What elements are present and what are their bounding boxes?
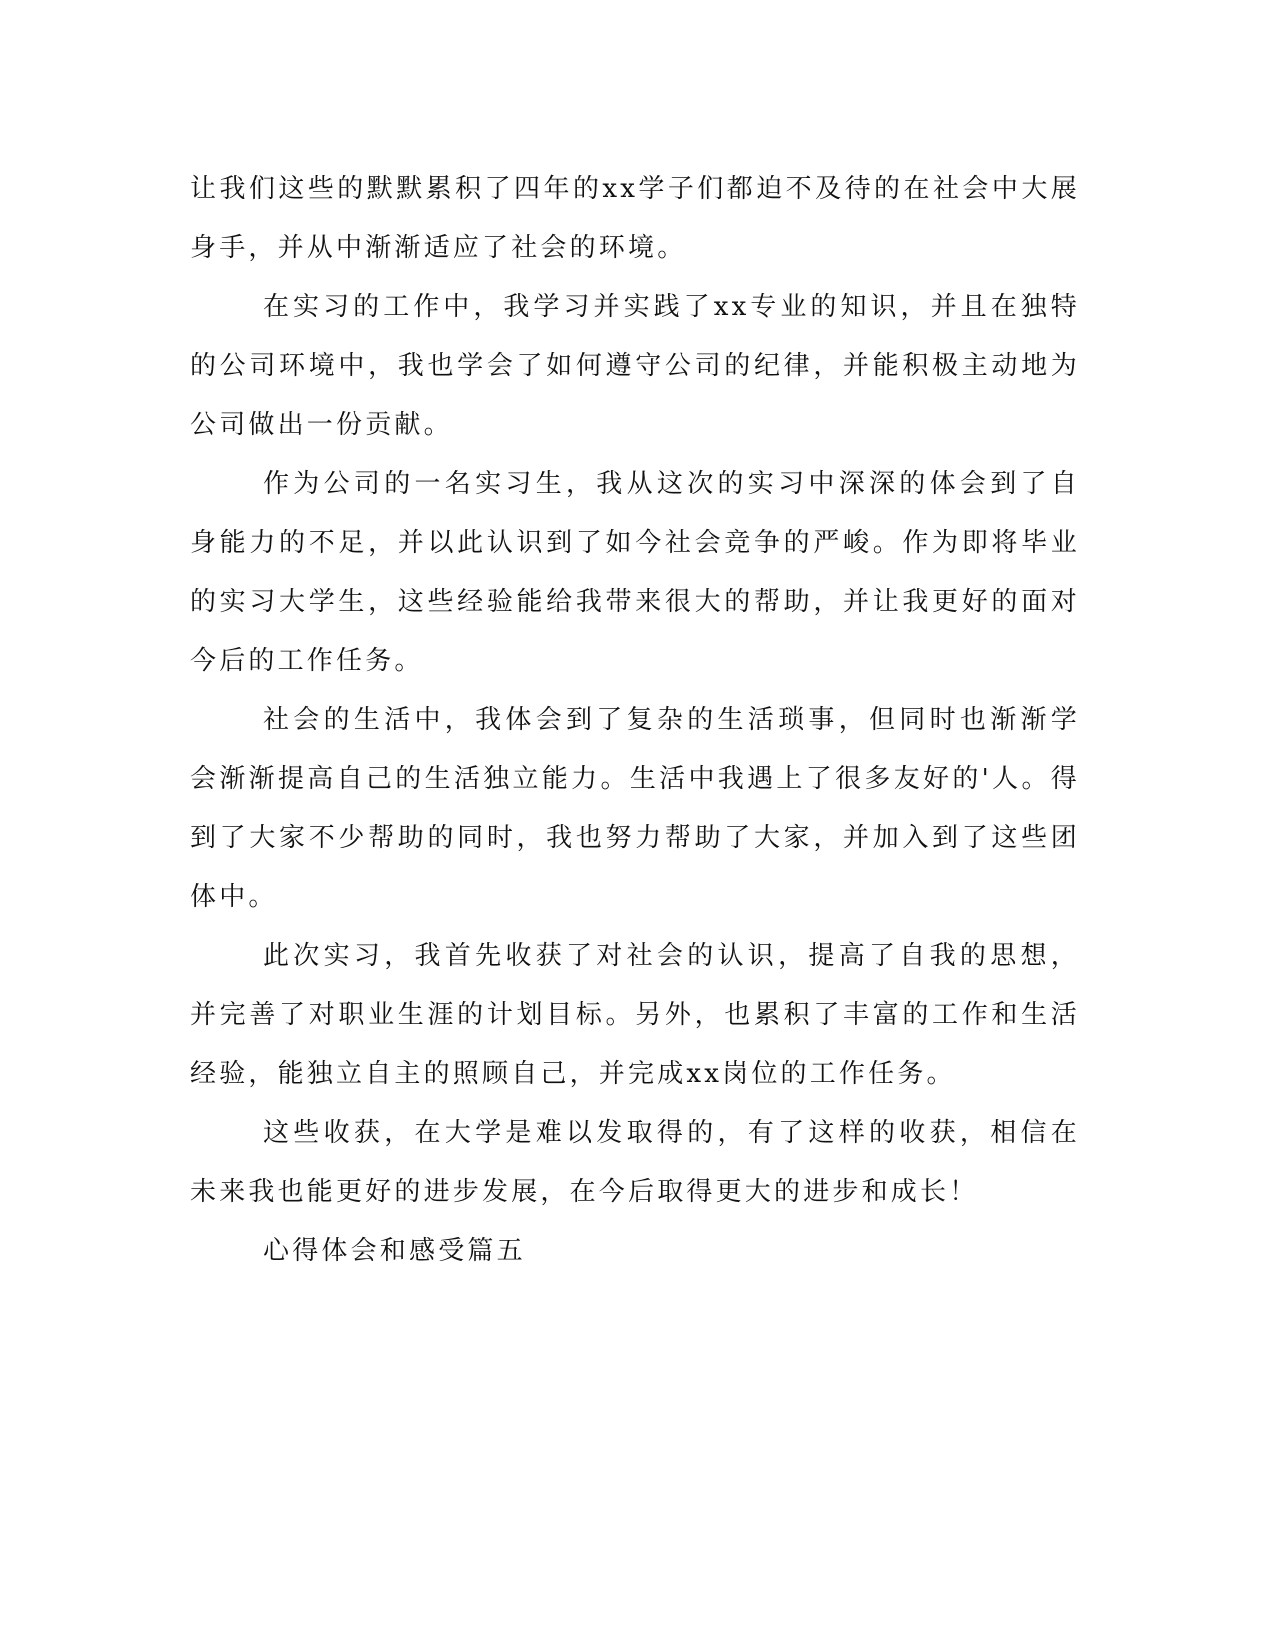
paragraph-3: 作为公司的一名实习生，我从这次的实习中深深的体会到了自身能力的不足，并以此认识到了如今社会竞争的严峻。作为即将毕业的实习大学生，这些经验能给我带来很大的帮助，并让我更好的面对今后的工作任务。 [190,469,1080,676]
section-heading: 心得体会和感受篇五 [263,1236,526,1266]
paragraph-4: 社会的生活中，我体会到了复杂的生活琐事，但同时也渐渐学会渐渐提高自己的生活独立能力。生活中我遇上了很多友好的'人。得到了大家不少帮助的同时，我也努力帮助了大家，并加入到了这些团体中。 [190,705,1080,912]
paragraph-1: 让我们这些的默默累积了四年的xx学子们都迫不及待的在社会中大展身手，并从中渐渐适应了社会的环境。 [190,174,1080,263]
paragraph-6: 这些收获，在大学是难以发取得的，有了这样的收获，相信在未来我也能更好的进步发展，在今后取得更大的进步和成长！ [190,1118,1080,1207]
paragraph-2: 在实习的工作中，我学习并实践了xx专业的知识，并且在独特的公司环境中，我也学会了如何遵守公司的纪律，并能积极主动地为公司做出一份贡献。 [190,292,1080,440]
paragraph-5: 此次实习，我首先收获了对社会的认识，提高了自我的思想，并完善了对职业生涯的计划目标。另外，也累积了丰富的工作和生活经验，能独立自主的照顾自己，并完成xx岗位的工作任务。 [190,941,1080,1089]
document-body [190,160,1080,1281]
